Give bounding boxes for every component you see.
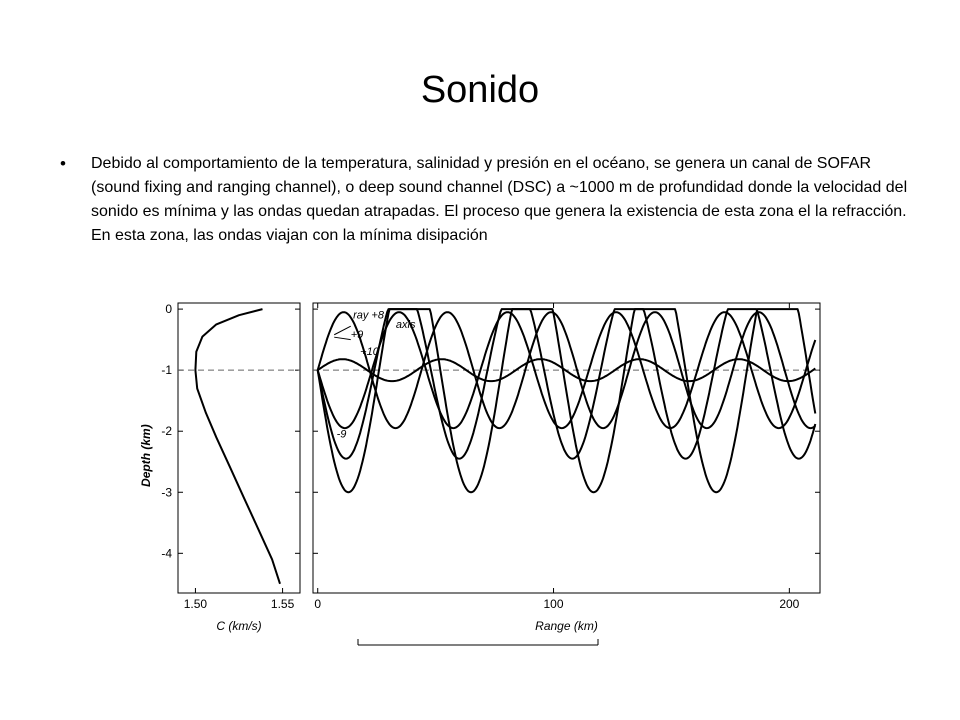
- profile-y-tick-label: -2: [161, 424, 172, 439]
- bullet-dot-icon: •: [60, 154, 66, 173]
- profile-x-tick-label: 1.55: [270, 597, 295, 611]
- ray-label-plus9: +9: [350, 328, 364, 341]
- ray-x-tick-label: 200: [779, 597, 800, 611]
- sound-speed-profile-panel: [139, 302, 300, 633]
- range-axis-label: Range (km): [535, 619, 598, 633]
- ray-path: [318, 359, 816, 381]
- profile-y-tick-label: -3: [161, 485, 172, 500]
- profile-y-tick-label: 0: [165, 302, 172, 317]
- profile-y-tick-label: -4: [161, 546, 172, 561]
- sofar-figure: [130, 298, 830, 660]
- ray-label-minus9: -9: [336, 428, 347, 441]
- bullet-item: [60, 152, 920, 248]
- depth-axis-label: Depth (km): [139, 424, 153, 487]
- profile-x-axis-label: C (km/s): [216, 619, 262, 633]
- profile-y-tick-label: -1: [161, 363, 172, 378]
- profile-plot-frame: [178, 303, 300, 593]
- sound-speed-curve: [195, 309, 280, 584]
- bullet-text: Debido al comportamiento de la temperatura, salinidad y presión en el océano, se genera un canal de SOFAR (sound fixing and ranging channel), o deep sound channel (DSC) a ~1000 m de profundidad donde la velocidad del sonido es mínima y las ondas quedan atrapadas. El proceso que genera la existencia de esta zona el la refracción. En esta zona, las ondas viajan con la mínima disipación: [91, 155, 908, 244]
- ray-x-tick-label: 0: [314, 597, 322, 611]
- axis-label: axis: [395, 319, 416, 332]
- ray-label-pointer: [334, 337, 351, 339]
- slide-title: Sonido: [420, 69, 540, 111]
- ray-label-plus8: ray +8: [353, 309, 384, 322]
- ray-path: [318, 309, 816, 459]
- ray-paths-panel: [313, 303, 820, 633]
- ray-label-pointer: [334, 326, 351, 335]
- ray-x-tick-label: 100: [543, 597, 564, 611]
- ray-label-plus10: +10: [360, 345, 379, 358]
- profile-x-tick-label: 1.50: [183, 597, 208, 611]
